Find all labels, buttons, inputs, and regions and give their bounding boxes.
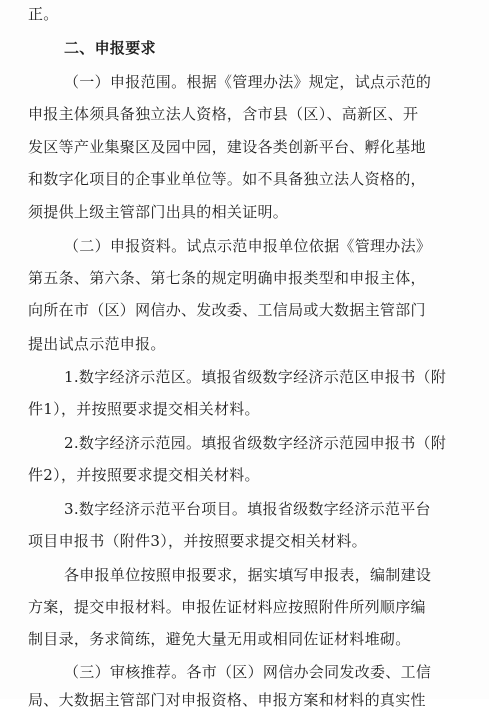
paragraph-line: 件1），并按照要求提交相关材料。	[28, 400, 260, 418]
paragraph-line: 申报主体须具备独立法人资格，含市县（区）、高新区、开	[28, 105, 419, 123]
paragraph-line: 制目录，务求简练，避免大量无用或相同佐证材料堆砌。	[28, 630, 411, 648]
paragraph-line: （二）申报资料。试点示范申报单位依据《管理办法》	[64, 237, 432, 255]
paragraph-line: 向所在市（区）网信办、发改委、工信局或大数据主管部门	[28, 301, 426, 319]
paragraph-line: 方案，提交申报材料。申报佐证材料应按照附件所列顺序编	[28, 598, 426, 616]
paragraph-line: 提出试点示范申报。	[28, 335, 166, 353]
paragraph-line: 发区等产业集聚区及园中园，建设各类创新平台、孵化基地	[28, 138, 426, 156]
text-line: 正。	[28, 5, 59, 23]
paragraph-line: 各申报单位按照申报要求，据实填写申报表，编制建设	[64, 566, 432, 584]
paragraph-line: （三）审核推荐。各市（区）网信办会同发改委、工信	[64, 663, 432, 681]
paragraph-line: 件2），并按照要求提交相关材料。	[28, 466, 260, 484]
paragraph-line: 局、大数据主管部门对申报资格、申报方案和材料的真实性	[28, 691, 426, 709]
paragraph-line: 项目申报书（附件3），并按照要求提交相关材料。	[28, 532, 367, 550]
paragraph-line: 第五条、第六条、第七条的规定明确申报类型和申报主体，	[28, 269, 426, 287]
section-heading: 二、申报要求	[64, 39, 156, 57]
paragraph-line: 1.数字经济示范区。填报省级数字经济示范区申报书（附	[64, 368, 447, 386]
paragraph-line: （一）申报范围。根据《管理办法》规定，试点示范的	[64, 73, 432, 91]
paragraph-line: 3.数字经济示范平台项目。填报省级数字经济示范平台	[64, 500, 431, 518]
paragraph-line: 和数字化项目的企事业单位等。如不具备独立法人资格的，	[28, 170, 426, 188]
paragraph-line: 2.数字经济示范园。填报省级数字经济示范园申报书（附	[64, 434, 447, 452]
paragraph-line: 须提供上级主管部门出具的相关证明。	[28, 203, 289, 221]
